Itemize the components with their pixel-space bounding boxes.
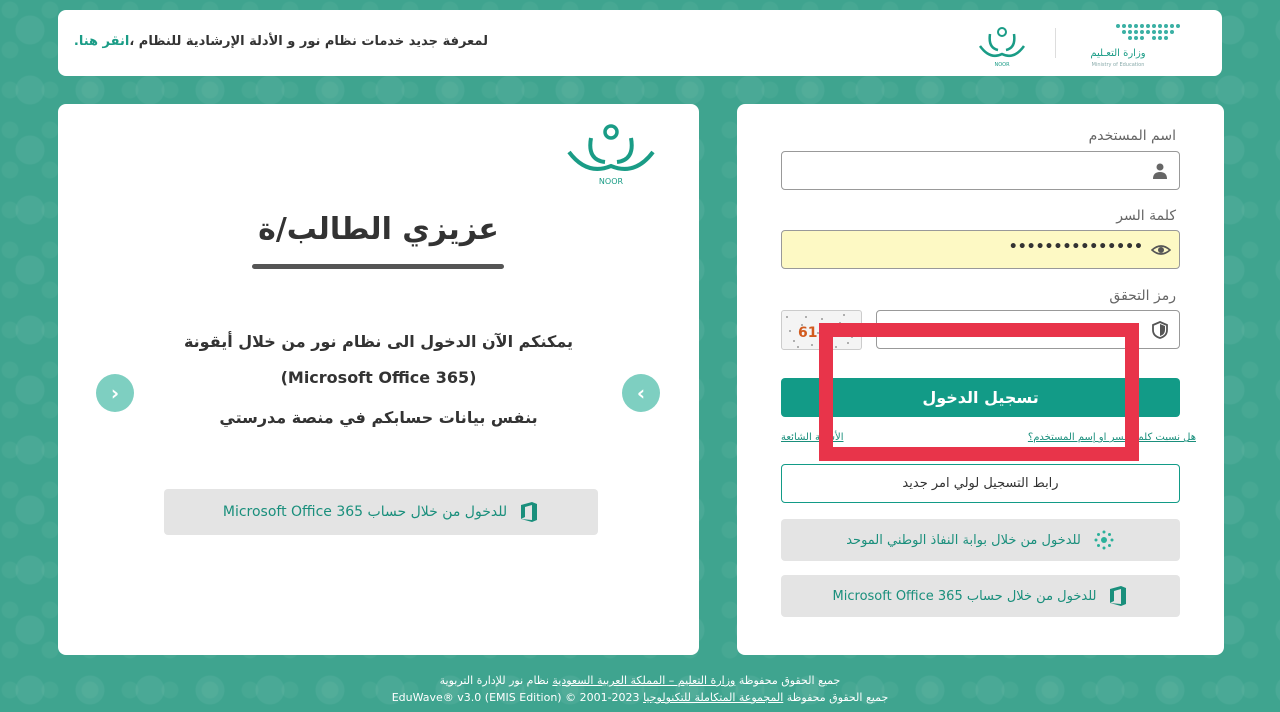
o365-large-label: للدخول من خلال حساب Microsoft Office 365 <box>222 504 508 520</box>
username-field[interactable] <box>781 151 1180 190</box>
moe-logo-en: Ministry of Education <box>1091 62 1145 68</box>
captcha-image <box>781 310 862 350</box>
noor-big-label: NOOR <box>598 177 624 186</box>
login-card <box>737 104 1224 655</box>
announcement-line-3: بنفس بيانات حسابكم في منصة مدرستي <box>219 408 538 427</box>
username-label: اسم المستخدم <box>1088 128 1176 144</box>
password-label: كلمة السر <box>1116 208 1176 224</box>
announcement-line-1: يمكنكم الآن الدخول الى نظام نور من خلال أيقونة <box>183 332 574 351</box>
office-icon <box>519 501 539 523</box>
o365-login-button-large[interactable] <box>164 489 598 535</box>
nafath-login-button[interactable] <box>781 519 1180 561</box>
o365-label: للدخول من خلال حساب Microsoft Office 365 <box>832 588 1097 604</box>
captcha-field[interactable] <box>876 310 1180 349</box>
footer-line1-prefix: جميع الحقوق محفوظة <box>738 674 841 687</box>
top-banner <box>58 10 1222 76</box>
carousel-next-button[interactable]: › <box>96 374 134 412</box>
username-input[interactable] <box>792 160 1139 182</box>
moe-logo-ar: وزارة التعـليم <box>1090 48 1146 59</box>
captcha-input[interactable] <box>887 319 1139 341</box>
announcement-line-2: (Microsoft Office 365) <box>280 368 477 387</box>
user-icon <box>1151 162 1169 180</box>
captcha-noise-icon <box>782 311 862 350</box>
footer-line-1 <box>0 672 1280 689</box>
banner-message <box>74 34 488 49</box>
footer-moe-link[interactable]: وزارة التعليم – المملكة العربية السعودية <box>552 674 736 687</box>
o365-login-button[interactable] <box>781 575 1180 617</box>
noor-small-label: NOOR <box>994 62 1010 68</box>
announcement-card <box>58 104 699 655</box>
faq-link[interactable]: الأسئلة الشائعة <box>781 432 844 443</box>
carousel-prev-button[interactable]: ‹ <box>622 374 660 412</box>
banner-link[interactable]: انقر هنا. <box>73 34 130 49</box>
footer-line2-prefix: جميع الحقوق محفوظة <box>786 691 889 704</box>
shield-icon <box>1151 321 1169 339</box>
parent-register-button[interactable]: رابط التسجيل لولي امر جديد <box>781 464 1180 503</box>
footer-line2-suffix: EduWave® v3.0 (EMIS Edition) © 2001-2023 <box>391 691 640 704</box>
login-button[interactable]: تسجيل الدخول <box>781 378 1180 417</box>
captcha-text: 61 <box>798 325 818 341</box>
footer-line-2 <box>0 689 1280 706</box>
logo-separator <box>1055 28 1056 58</box>
nafath-label: للدخول من خلال بوابة النفاذ الوطني الموحد <box>846 532 1081 548</box>
footer-line1-suffix: نظام نور للإدارة التربوية <box>439 674 549 687</box>
office-icon <box>1108 585 1128 607</box>
noor-logo-small-icon <box>976 24 1028 68</box>
nafath-icon <box>1093 529 1115 551</box>
title-underline <box>252 264 504 269</box>
eye-icon[interactable] <box>1151 240 1171 260</box>
noor-logo-icon <box>565 122 657 188</box>
banner-text: لمعرفة جديد خدمات نظام نور و الأدلة الإرشادية للنظام ، <box>129 34 488 49</box>
moe-logo-icon <box>1082 18 1186 70</box>
footer <box>0 672 1280 706</box>
footer-company-link[interactable]: المجموعة المتكاملة للتكنولوجيا <box>643 691 784 704</box>
forgot-credentials-link[interactable]: هل نسيت كلمة السر او إسم المستخدم؟ <box>1027 432 1196 443</box>
welcome-title: عزيزي الطالب/ة <box>258 212 499 247</box>
captcha-label: رمز التحقق <box>1109 288 1176 304</box>
password-value: ••••••••••••••• <box>1008 239 1143 255</box>
password-field[interactable] <box>781 230 1180 269</box>
